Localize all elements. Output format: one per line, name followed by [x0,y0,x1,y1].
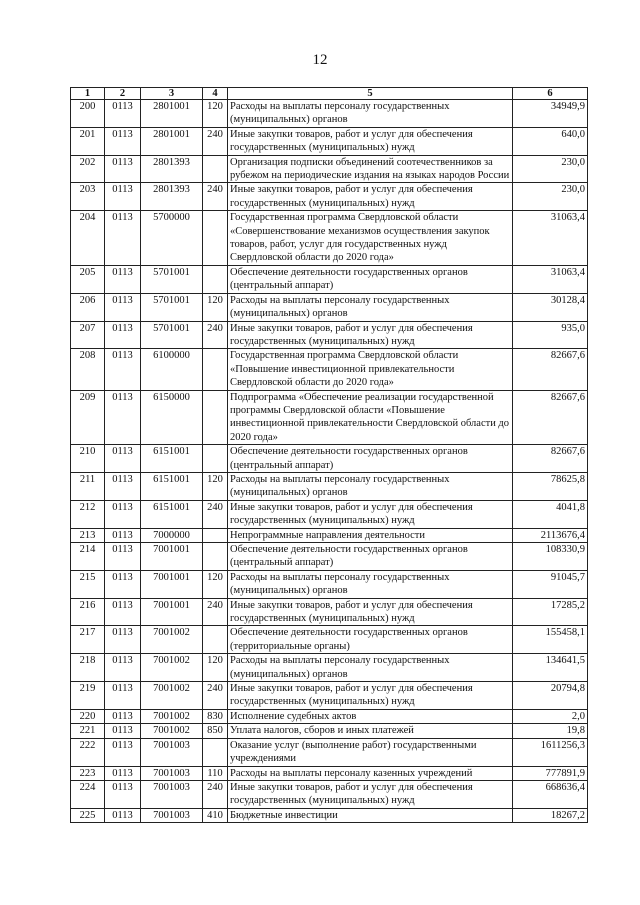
expense-name-cell: Иные закупки товаров, работ и услуг для обеспечения государственных (муниципальных) нужд [228,321,513,349]
expense-name-cell: Иные закупки товаров, работ и услуг для обеспечения государственных (муниципальных) нужд [228,183,513,211]
expense-type-code-cell [203,626,228,654]
expense-type-code-cell: 120 [203,472,228,500]
expense-type-code-cell: 240 [203,321,228,349]
expense-type-code-cell: 240 [203,500,228,528]
expense-name-cell: Организация подписки объединений соотечественников за рубежом на периодические издания на языках народов России [228,155,513,183]
table-row [71,654,588,682]
table-row [71,780,588,808]
amount-cell: 1611256,3 [513,738,588,766]
row-number-cell: 205 [71,265,105,293]
expense-name-cell: Обеспечение деятельности государственных органов (центральный аппарат) [228,265,513,293]
target-item-code-cell: 2801393 [141,183,203,211]
target-item-code-cell: 6151001 [141,500,203,528]
target-item-code-cell: 2801393 [141,155,203,183]
expense-name-cell: Расходы на выплаты персоналу казенных учреждений [228,766,513,780]
row-number-cell: 203 [71,183,105,211]
target-item-code-cell: 7001003 [141,808,203,822]
expense-type-code-cell [203,265,228,293]
expense-type-code-cell [203,528,228,542]
target-item-code-cell: 6150000 [141,390,203,445]
row-number-cell: 214 [71,543,105,571]
section-code-cell: 0113 [105,500,141,528]
target-item-code-cell: 7001002 [141,709,203,723]
amount-cell: 82667,6 [513,445,588,473]
expense-name-cell: Расходы на выплаты персоналу государственных (муниципальных) органов [228,654,513,682]
row-number-cell: 213 [71,528,105,542]
row-number-cell: 207 [71,321,105,349]
expense-type-code-cell: 240 [203,682,228,710]
amount-cell: 230,0 [513,183,588,211]
table-row [71,183,588,211]
row-number-cell: 210 [71,445,105,473]
expense-type-code-cell: 240 [203,183,228,211]
section-code-cell: 0113 [105,100,141,128]
expense-name-cell: Оказание услуг (выполнение работ) государственными учреждениями [228,738,513,766]
target-item-code-cell: 7001003 [141,738,203,766]
column-header: 4 [203,88,228,100]
row-number-cell: 201 [71,127,105,155]
table-row [71,709,588,723]
column-header: 1 [71,88,105,100]
table-row [71,265,588,293]
section-code-cell: 0113 [105,682,141,710]
row-number-cell: 222 [71,738,105,766]
section-code-cell: 0113 [105,390,141,445]
expense-type-code-cell [203,349,228,390]
amount-cell: 31063,4 [513,265,588,293]
table-row [71,528,588,542]
expense-type-code-cell: 240 [203,127,228,155]
section-code-cell: 0113 [105,766,141,780]
expense-type-code-cell [203,543,228,571]
expense-type-code-cell: 110 [203,766,228,780]
expense-type-code-cell: 120 [203,100,228,128]
target-item-code-cell: 7001001 [141,543,203,571]
row-number-cell: 224 [71,780,105,808]
amount-cell: 34949,9 [513,100,588,128]
row-number-cell: 215 [71,570,105,598]
table-header-row [71,88,588,100]
column-header: 5 [228,88,513,100]
page-number: 12 [312,52,328,68]
table-row [71,211,588,266]
amount-cell: 31063,4 [513,211,588,266]
amount-cell: 91045,7 [513,570,588,598]
row-number-cell: 219 [71,682,105,710]
section-code-cell: 0113 [105,570,141,598]
amount-cell: 82667,6 [513,390,588,445]
amount-cell: 777891,9 [513,766,588,780]
expense-name-cell: Обеспечение деятельности государственных органов (территориальные органы) [228,626,513,654]
amount-cell: 108330,9 [513,543,588,571]
row-number-cell: 211 [71,472,105,500]
expense-name-cell: Расходы на выплаты персоналу государственных (муниципальных) органов [228,293,513,321]
target-item-code-cell: 2801001 [141,100,203,128]
column-header: 2 [105,88,141,100]
amount-cell: 82667,6 [513,349,588,390]
expense-name-cell: Непрограммные направления деятельности [228,528,513,542]
expense-type-code-cell [203,390,228,445]
amount-cell: 935,0 [513,321,588,349]
target-item-code-cell: 7001001 [141,598,203,626]
expense-type-code-cell: 120 [203,570,228,598]
row-number-cell: 220 [71,709,105,723]
section-code-cell: 0113 [105,321,141,349]
expense-name-cell: Подпрограмма «Обеспечение реализации государственной программы Свердловской области «Повышение инвестиционной привлекательности Свердловской области до 2020 года» [228,390,513,445]
section-code-cell: 0113 [105,155,141,183]
row-number-cell: 208 [71,349,105,390]
target-item-code-cell: 6100000 [141,349,203,390]
section-code-cell: 0113 [105,445,141,473]
section-code-cell: 0113 [105,183,141,211]
section-code-cell: 0113 [105,626,141,654]
section-code-cell: 0113 [105,543,141,571]
section-code-cell: 0113 [105,598,141,626]
table-row [71,293,588,321]
table-row [71,500,588,528]
table-row [71,543,588,571]
amount-cell: 4041,8 [513,500,588,528]
budget-table [70,87,588,823]
table-row [71,570,588,598]
expense-type-code-cell: 410 [203,808,228,822]
target-item-code-cell: 5701001 [141,321,203,349]
amount-cell: 155458,1 [513,626,588,654]
table-row [71,682,588,710]
row-number-cell: 221 [71,724,105,738]
amount-cell: 17285,2 [513,598,588,626]
expense-name-cell: Иные закупки товаров, работ и услуг для обеспечения государственных (муниципальных) нужд [228,682,513,710]
section-code-cell: 0113 [105,528,141,542]
amount-cell: 134641,5 [513,654,588,682]
amount-cell: 18267,2 [513,808,588,822]
section-code-cell: 0113 [105,265,141,293]
section-code-cell: 0113 [105,709,141,723]
table-row [71,766,588,780]
expense-name-cell: Расходы на выплаты персоналу государственных (муниципальных) органов [228,472,513,500]
target-item-code-cell: 7000000 [141,528,203,542]
table-row [71,808,588,822]
expense-type-code-cell [203,738,228,766]
target-item-code-cell: 5701001 [141,293,203,321]
expense-type-code-cell: 240 [203,598,228,626]
expense-name-cell: Обеспечение деятельности государственных органов (центральный аппарат) [228,543,513,571]
row-number-cell: 200 [71,100,105,128]
row-number-cell: 202 [71,155,105,183]
table-row [71,598,588,626]
amount-cell: 2113676,4 [513,528,588,542]
section-code-cell: 0113 [105,654,141,682]
table-row [71,127,588,155]
expense-type-code-cell: 120 [203,293,228,321]
row-number-cell: 204 [71,211,105,266]
target-item-code-cell: 5701001 [141,265,203,293]
row-number-cell: 206 [71,293,105,321]
column-header: 3 [141,88,203,100]
amount-cell: 668636,4 [513,780,588,808]
expense-name-cell: Исполнение судебных актов [228,709,513,723]
expense-name-cell: Государственная программа Свердловской области «Совершенствование механизмов осуществления закупок товаров, работ, услуг для государственных нужд Свердловской области до 2020 года» [228,211,513,266]
expense-name-cell: Бюджетные инвестиции [228,808,513,822]
row-number-cell: 218 [71,654,105,682]
expense-name-cell: Расходы на выплаты персоналу государственных (муниципальных) органов [228,570,513,598]
expense-type-code-cell: 240 [203,780,228,808]
column-header: 6 [513,88,588,100]
amount-cell: 2,0 [513,709,588,723]
section-code-cell: 0113 [105,780,141,808]
table-row [71,349,588,390]
table-row [71,100,588,128]
expense-name-cell: Государственная программа Свердловской области «Повышение инвестиционной привлекательности Свердловской области до 2020 года» [228,349,513,390]
target-item-code-cell: 5700000 [141,211,203,266]
target-item-code-cell: 7001002 [141,724,203,738]
amount-cell: 19,8 [513,724,588,738]
target-item-code-cell: 7001002 [141,626,203,654]
expense-type-code-cell [203,155,228,183]
target-item-code-cell: 7001002 [141,654,203,682]
row-number-cell: 209 [71,390,105,445]
expense-name-cell: Уплата налогов, сборов и иных платежей [228,724,513,738]
target-item-code-cell: 6151001 [141,472,203,500]
target-item-code-cell: 7001003 [141,766,203,780]
expense-name-cell: Иные закупки товаров, работ и услуг для обеспечения государственных (муниципальных) нужд [228,127,513,155]
target-item-code-cell: 7001002 [141,682,203,710]
expense-name-cell: Иные закупки товаров, работ и услуг для обеспечения государственных (муниципальных) нужд [228,598,513,626]
target-item-code-cell: 7001003 [141,780,203,808]
row-number-cell: 225 [71,808,105,822]
table-row [71,321,588,349]
table-row [71,390,588,445]
expense-name-cell: Иные закупки товаров, работ и услуг для обеспечения государственных (муниципальных) нужд [228,780,513,808]
table-row [71,724,588,738]
row-number-cell: 212 [71,500,105,528]
section-code-cell: 0113 [105,738,141,766]
section-code-cell: 0113 [105,808,141,822]
table-row [71,472,588,500]
expense-type-code-cell: 120 [203,654,228,682]
section-code-cell: 0113 [105,293,141,321]
table-row [71,445,588,473]
target-item-code-cell: 7001001 [141,570,203,598]
amount-cell: 20794,8 [513,682,588,710]
expense-name-cell: Обеспечение деятельности государственных органов (центральный аппарат) [228,445,513,473]
expense-type-code-cell [203,211,228,266]
table-row [71,738,588,766]
expense-name-cell: Расходы на выплаты персоналу государственных (муниципальных) органов [228,100,513,128]
expense-type-code-cell: 830 [203,709,228,723]
table-row [71,626,588,654]
expense-type-code-cell [203,445,228,473]
section-code-cell: 0113 [105,127,141,155]
row-number-cell: 217 [71,626,105,654]
expense-name-cell: Иные закупки товаров, работ и услуг для обеспечения государственных (муниципальных) нужд [228,500,513,528]
table-row [71,155,588,183]
amount-cell: 230,0 [513,155,588,183]
row-number-cell: 216 [71,598,105,626]
section-code-cell: 0113 [105,211,141,266]
amount-cell: 30128,4 [513,293,588,321]
section-code-cell: 0113 [105,349,141,390]
target-item-code-cell: 2801001 [141,127,203,155]
section-code-cell: 0113 [105,472,141,500]
row-number-cell: 223 [71,766,105,780]
section-code-cell: 0113 [105,724,141,738]
amount-cell: 78625,8 [513,472,588,500]
amount-cell: 640,0 [513,127,588,155]
expense-type-code-cell: 850 [203,724,228,738]
target-item-code-cell: 6151001 [141,445,203,473]
